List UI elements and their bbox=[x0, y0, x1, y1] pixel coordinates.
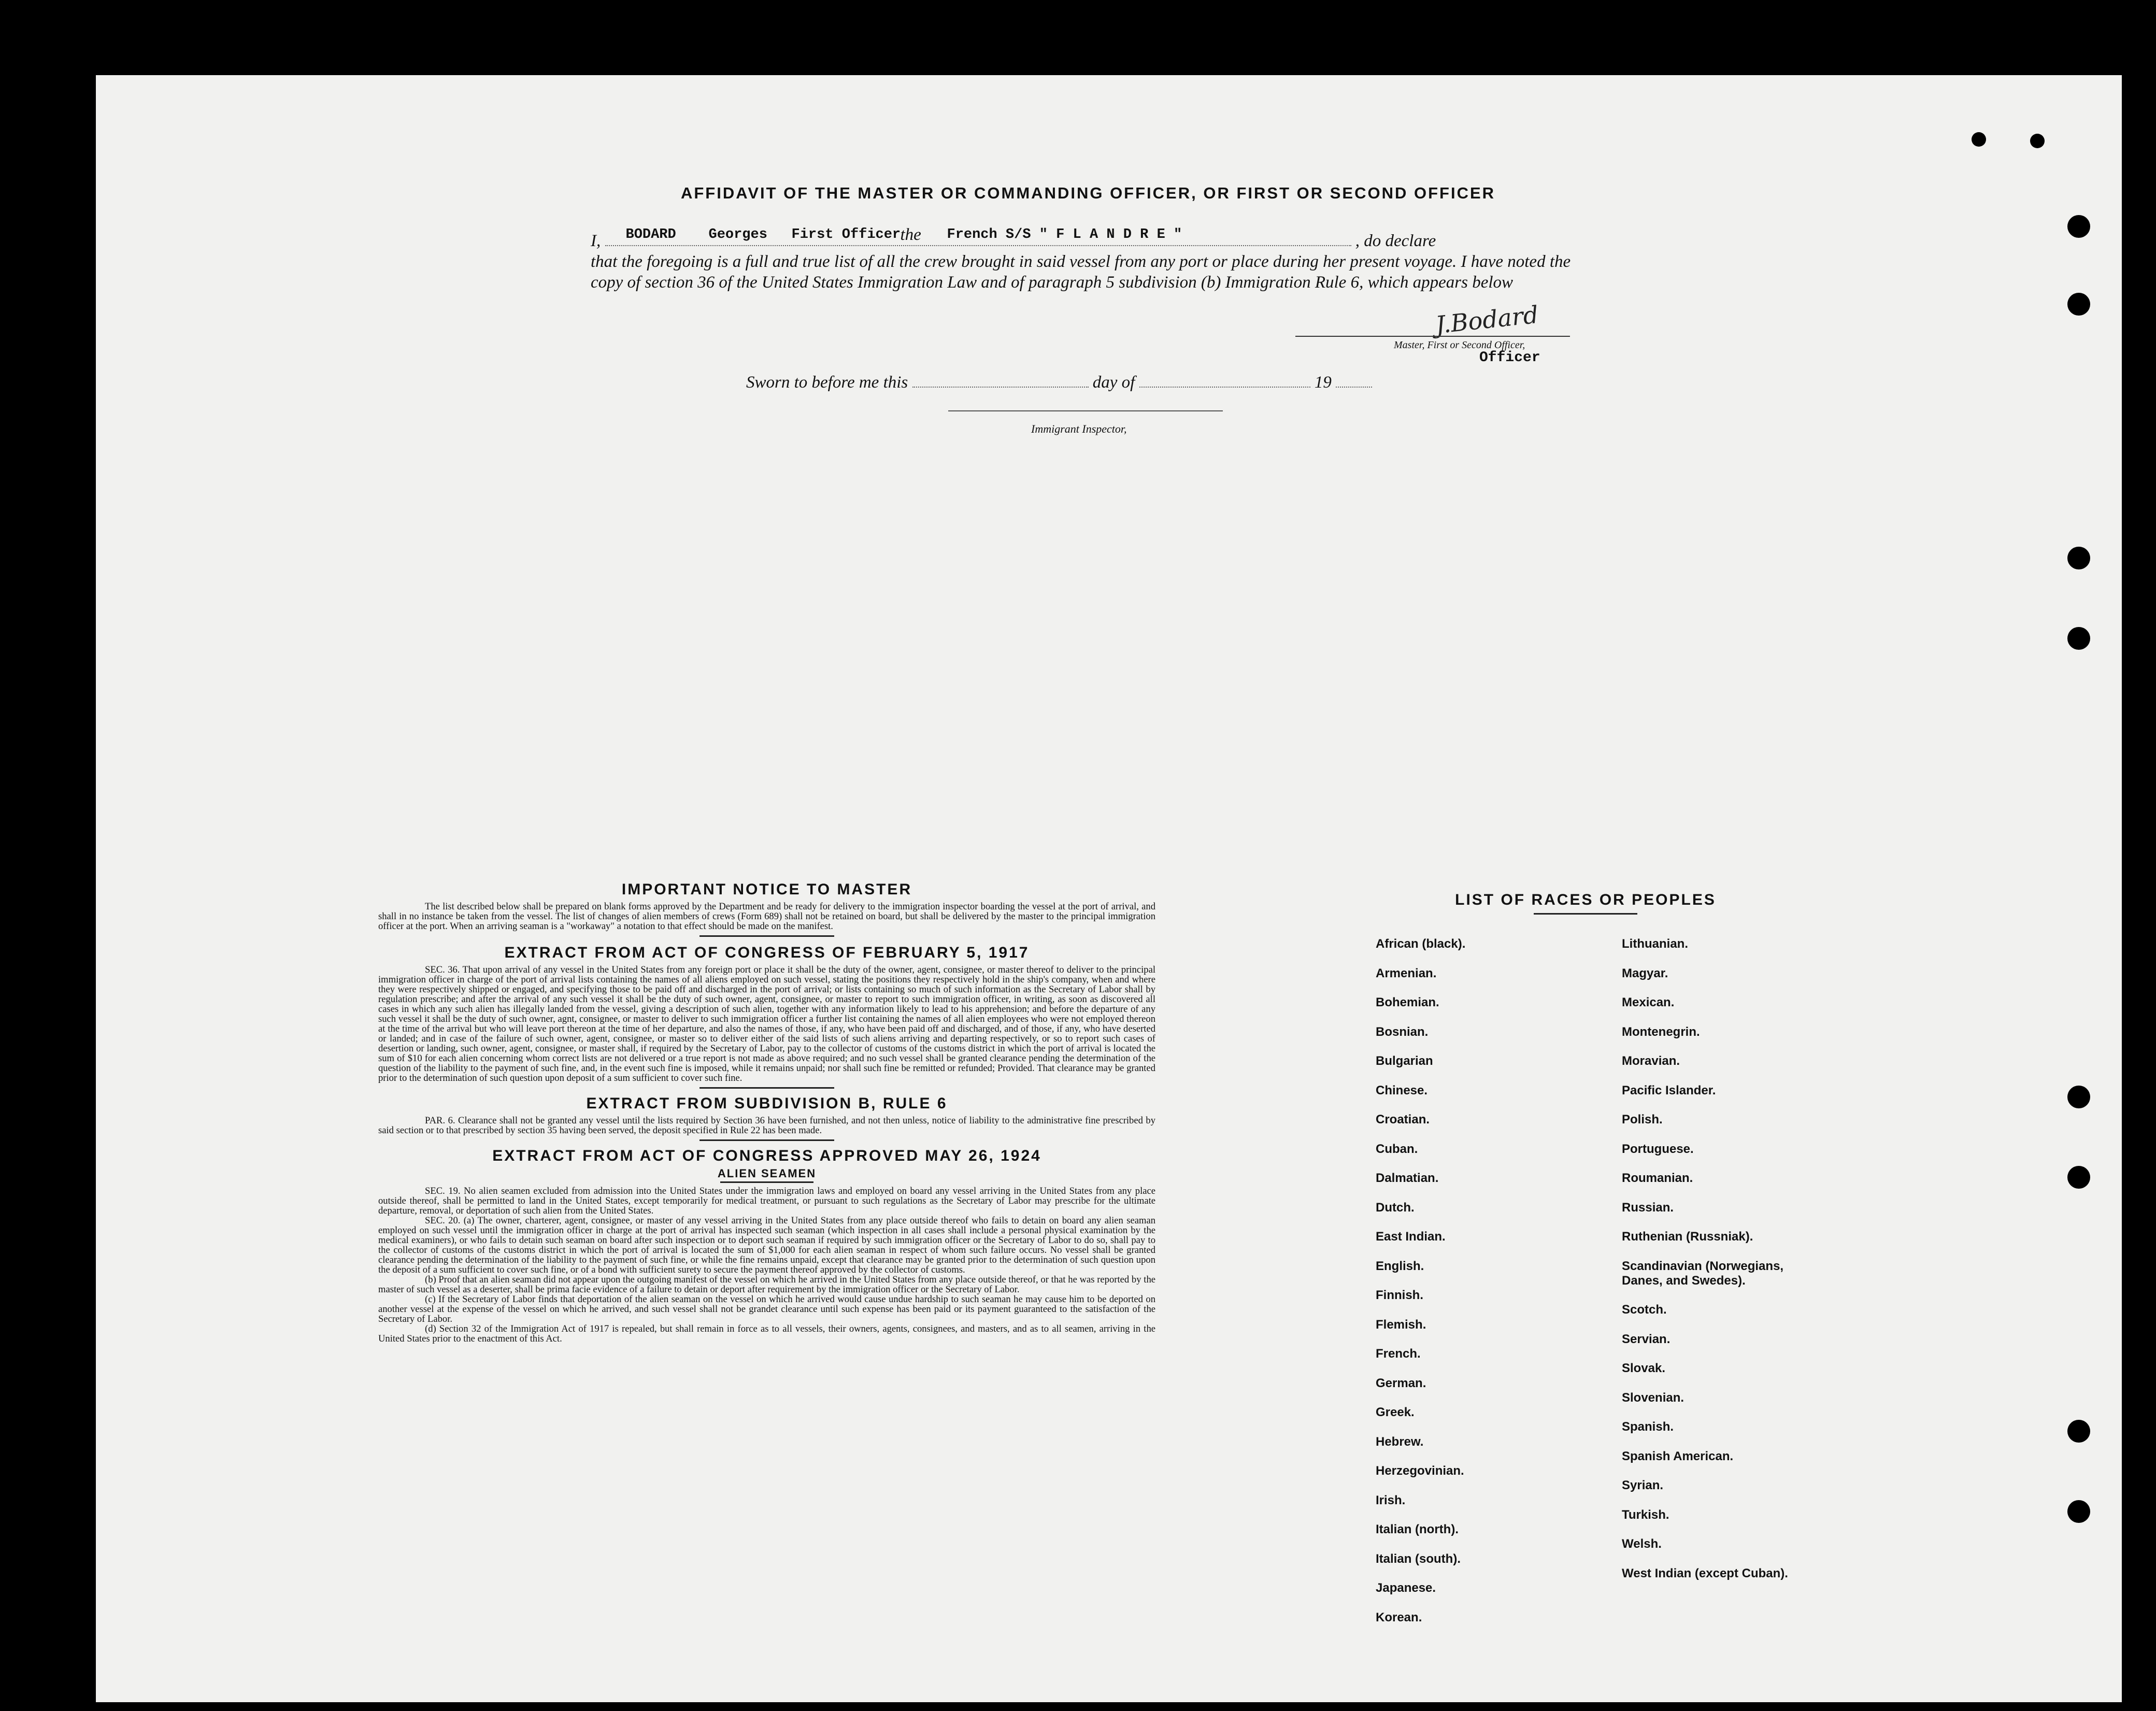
race-item: Slovak. bbox=[1622, 1361, 1666, 1375]
race-item: Magyar. bbox=[1622, 966, 1668, 980]
act1924-body: SEC. 19. No alien seamen excluded from admission into the United States under the immigration laws and employed on board any vessel arriving in the United States from any place outside thereof, shall be permitted to land in the United States, except temporarily for medical treatment, or pursuant to such regulations as the Secretary of Labor may prescribe for the ultimate departure, removal, or deportation of such alien from the United States. SEC. 20. (a) The owner, charterer, agent, consignee, or master of any vessel arriving in the United States from any place outside thereof who fails to detain on board any alien seaman employed on such vessel until the immigration officer in charge at the port of arrival has inspected such seaman (which inspection in all cases shall include a personal physical examination by the medical examiners), or who fails to detain such seaman on board after such inspection or to deport such seaman if required by such immigration officer or the Secretary of Labor to do so, shall pay to the collector of customs of the customs district in which the port of arrival is located the sum of $1,000 for each alien seaman in respect of whom such failure occurs. No vessel shall be granted clearance pending the determination of the liability to the payment of such fine, or while the fine remains unpaid, except that clearance may be granted prior to the determination of such question upon the deposit of a sum sufficient to cover such fine, or of a bond with sufficient surety to secure the payment thereof approved by the collector of customs. (b) Proof that an alien seaman did not appear upon the outgoing manifest of the vessel on which he arrived in the United States from any place outside thereof, or that he was reported by the master of such vessel as a deserter, shall be prima facie evidence of a failure to detain or deport after requirement by the immigration officer or the Secretary of Labor. (c) If the Secretary of Labor finds that deportation of the alien seaman on the vessel on which he arrived would cause undue hardship to such seaman he may cause him to be deported on another vessel at the expense of the vessel on which he arrived, and such vessel shall not be grandet clearance until such expense has been paid or its payment guaranteed to the satisfaction of the Secretary of Labor. (d) Section 32 of the Immigration Act of 1917 is repealed, but shall remain in force as to all vessels, their owners, agents, consignees, and masters, and as to all seamen, arriving in the United States prior to the enactment of this Act. bbox=[378, 1186, 1155, 1344]
declaration bbox=[591, 225, 1580, 293]
ship-name: French S/S " F L A N D R E " bbox=[947, 227, 1182, 243]
divider bbox=[1534, 913, 1637, 915]
race-item: African (black). bbox=[1376, 937, 1466, 951]
race-item: Portuguese. bbox=[1622, 1142, 1694, 1156]
race-item: Armenian. bbox=[1376, 966, 1437, 980]
race-item: Slovenian. bbox=[1622, 1390, 1684, 1405]
divider bbox=[699, 935, 834, 937]
inspector-caption: Immigrant Inspector, bbox=[1031, 422, 1127, 435]
race-item: English. bbox=[1376, 1259, 1424, 1273]
punch-hole bbox=[2067, 547, 2090, 569]
punch-hole bbox=[2067, 1086, 2090, 1108]
handwritten-signature: J.Bodard bbox=[1434, 300, 1540, 339]
declaration-text: that the foregoing is a full and true list of all the crew brought in said vessel from any port or place during her present voyage. I have noted the copy of section 36 of the United States Immigration Law and of paragraph 5 subdivision (b) Immigration Rule 6, which appears below bbox=[591, 252, 1571, 292]
race-item: Montenegrin. bbox=[1622, 1024, 1700, 1039]
sworn-line bbox=[746, 373, 1372, 392]
affidavit-title: AFFIDAVIT OF THE MASTER OR COMMANDING OFFICER, OR FIRST OR SECOND OFFICER bbox=[680, 184, 1496, 202]
race-item: Bulgarian bbox=[1376, 1054, 1433, 1068]
race-item: Herzegovinian. bbox=[1376, 1464, 1464, 1478]
race-item: Hebrew. bbox=[1376, 1434, 1424, 1449]
punch-hole bbox=[2067, 215, 2090, 238]
race-item: Roumanian. bbox=[1622, 1171, 1693, 1185]
declaration-the: the bbox=[900, 225, 921, 244]
race-item: Bohemian. bbox=[1376, 995, 1439, 1009]
officer-typed: Officer bbox=[1479, 350, 1540, 366]
notice-block bbox=[378, 881, 1155, 1344]
race-item: Pacific Islander. bbox=[1622, 1083, 1716, 1097]
alien-seamen-heading: ALIEN SEAMEN bbox=[717, 1167, 817, 1180]
officer-firstname: Georges bbox=[708, 227, 767, 243]
races-heading: LIST OF RACES OR PEOPLES bbox=[1455, 891, 1716, 908]
race-item: Servian. bbox=[1622, 1332, 1670, 1346]
race-item: West Indian (except Cuban). bbox=[1622, 1566, 1788, 1580]
race-item: Italian (south). bbox=[1376, 1551, 1461, 1566]
inspector-line bbox=[948, 410, 1223, 411]
punch-hole bbox=[2067, 1420, 2090, 1443]
race-item: Lithuanian. bbox=[1622, 937, 1688, 951]
race-item: East Indian. bbox=[1376, 1230, 1446, 1244]
act1924-heading: EXTRACT FROM ACT OF CONGRESS APPROVED MAY 26, 1924 bbox=[492, 1147, 1041, 1164]
officer-surname: BODARD bbox=[625, 227, 676, 243]
punch-hole bbox=[2030, 134, 2045, 148]
race-item: Moravian. bbox=[1622, 1054, 1680, 1068]
punch-hole bbox=[2067, 1500, 2090, 1523]
divider bbox=[720, 1181, 813, 1183]
subdiv-heading: EXTRACT FROM SUBDIVISION B, RULE 6 bbox=[586, 1095, 948, 1112]
punch-hole bbox=[2067, 627, 2090, 650]
act1917-heading: EXTRACT FROM ACT OF CONGRESS OF FEBRUARY 5, 1917 bbox=[504, 944, 1030, 961]
subdiv-body: PAR. 6. Clearance shall not be granted any vessel until the lists required by Section 36 have been furnished, and not then unless, notice of liability to the administrative fine prescribed by said section or to that prescribed by section 35 having been served, the deposit specified in Rule 22 has been made. bbox=[378, 1115, 1155, 1136]
race-item: Ruthenian (Russniak). bbox=[1622, 1230, 1753, 1244]
race-item: Russian. bbox=[1622, 1200, 1674, 1215]
declaration-do-declare: , do declare bbox=[1355, 232, 1436, 250]
punch-hole bbox=[2067, 293, 2090, 316]
divider bbox=[699, 1087, 834, 1089]
punch-hole bbox=[2067, 1166, 2090, 1189]
race-item: Irish. bbox=[1376, 1493, 1406, 1507]
race-item: Welsh. bbox=[1622, 1537, 1662, 1551]
signature-caption: Master, First or Second Officer, bbox=[1394, 339, 1525, 351]
race-item: Dutch. bbox=[1376, 1200, 1415, 1215]
race-item: Syrian. bbox=[1622, 1478, 1664, 1492]
sworn-day-of: day of bbox=[1092, 373, 1135, 392]
divider bbox=[699, 1139, 834, 1141]
race-item: French. bbox=[1376, 1347, 1421, 1361]
race-item: Italian (north). bbox=[1376, 1522, 1459, 1536]
race-item: Scandinavian (Norwegians, Danes, and Swedes). bbox=[1622, 1259, 1784, 1288]
race-item: Greek. bbox=[1376, 1405, 1415, 1419]
race-item: Cuban. bbox=[1376, 1142, 1418, 1156]
race-item: Turkish. bbox=[1622, 1507, 1669, 1522]
race-item: German. bbox=[1376, 1376, 1426, 1390]
race-item: Flemish. bbox=[1376, 1317, 1426, 1332]
race-item: Finnish. bbox=[1376, 1288, 1423, 1302]
act1917-body: SEC. 36. That upon arrival of any vessel in the United States from any foreign port or place it shall be the duty of the owner, agent, consignee, or master thereof to deliver to the principal immigration officer in charge of the port of arrival lists containing the names of all aliens employed on such vessel, stating the positions they respectively hold in the ship's company, when and where they were respectively shipped or engaged, and specifying those to be paid off and discharged in the port of arrival; or lists containing so much of such information as the Secretary of Labor shall by regulation prescribe; and after the arrival of any such vessel it shall be the duty of such owner, agent, consignee, or master to report to such immigration officer, in writing, as soon as discovered all cases in which any such alien has illegally landed from the vessel, giving a description of such alien, together with any information likely to lead to his apprehension; and before the departure of any such vessel it shall be the duty of such owner, agnt, consignee, or master to deliver to such immigration officer a further list containing the names of all alien employees who were not employed thereon at the time of the arrival but who will leave port thereon at the time of her departure, and also the names of those, if any, who have been paid off and discharged, and of those, if any, who have deserted or landed; and in case of the failure of such owner, agent, consignee, or master so to deliver either of the said lists of such aliens arriving and departing respectively, or so to report such cases of desertion or landing, such owner, agent, consignee, or master shall, if required by the Secretary of Labor, pay to the collector of customs of the customs district in which the port of arrival is located the sum of $10 for each alien concerning whom correct lists are not delivered or a true report is not made as above required; and no such vessel shall be granted clearance pending the determination of the question of the liability to the payment of such fine, and, in the event such fine is imposed, while it remains unpaid; nor shall such fine be remitted or refunded; Provided. That clearance may be granted prior to the determination of such question upon deposit of a sum sufficient to cover such fine. bbox=[378, 964, 1155, 1083]
sworn-year: 19 bbox=[1314, 373, 1332, 392]
race-item: Dalmatian. bbox=[1376, 1171, 1439, 1185]
officer-rank: First Officer bbox=[791, 227, 901, 243]
races-block bbox=[1399, 891, 1772, 915]
race-item: Bosnian. bbox=[1376, 1024, 1429, 1039]
punch-hole bbox=[1972, 132, 1986, 147]
declaration-i: I, bbox=[591, 232, 601, 250]
race-item: Spanish. bbox=[1622, 1420, 1674, 1434]
race-item: Spanish American. bbox=[1622, 1449, 1734, 1463]
sworn-text: Sworn to before me this bbox=[746, 373, 908, 392]
race-item: Chinese. bbox=[1376, 1083, 1428, 1097]
race-item: Croatian. bbox=[1376, 1113, 1430, 1127]
race-item: Scotch. bbox=[1622, 1303, 1667, 1317]
race-item: Mexican. bbox=[1622, 995, 1675, 1009]
signature-line bbox=[1295, 336, 1570, 337]
notice-body: The list described below shall be prepared on blank forms approved by the Department and be ready for delivery to the immigration inspector boarding the vessel at the port of arrival, and shall in no instance be taken from the vessel. The list of changes of alien members of crews (Form 689) shall not be retained on board, but shall be delivered by the master to the principal immigration officer at the port. When an arriving seaman is a "workaway" a notation to that effect should be made on the manifest. bbox=[378, 901, 1155, 932]
race-item: Polish. bbox=[1622, 1113, 1663, 1127]
race-item: Japanese. bbox=[1376, 1581, 1436, 1595]
notice-heading: IMPORTANT NOTICE TO MASTER bbox=[621, 881, 912, 898]
race-item: Korean. bbox=[1376, 1610, 1422, 1624]
